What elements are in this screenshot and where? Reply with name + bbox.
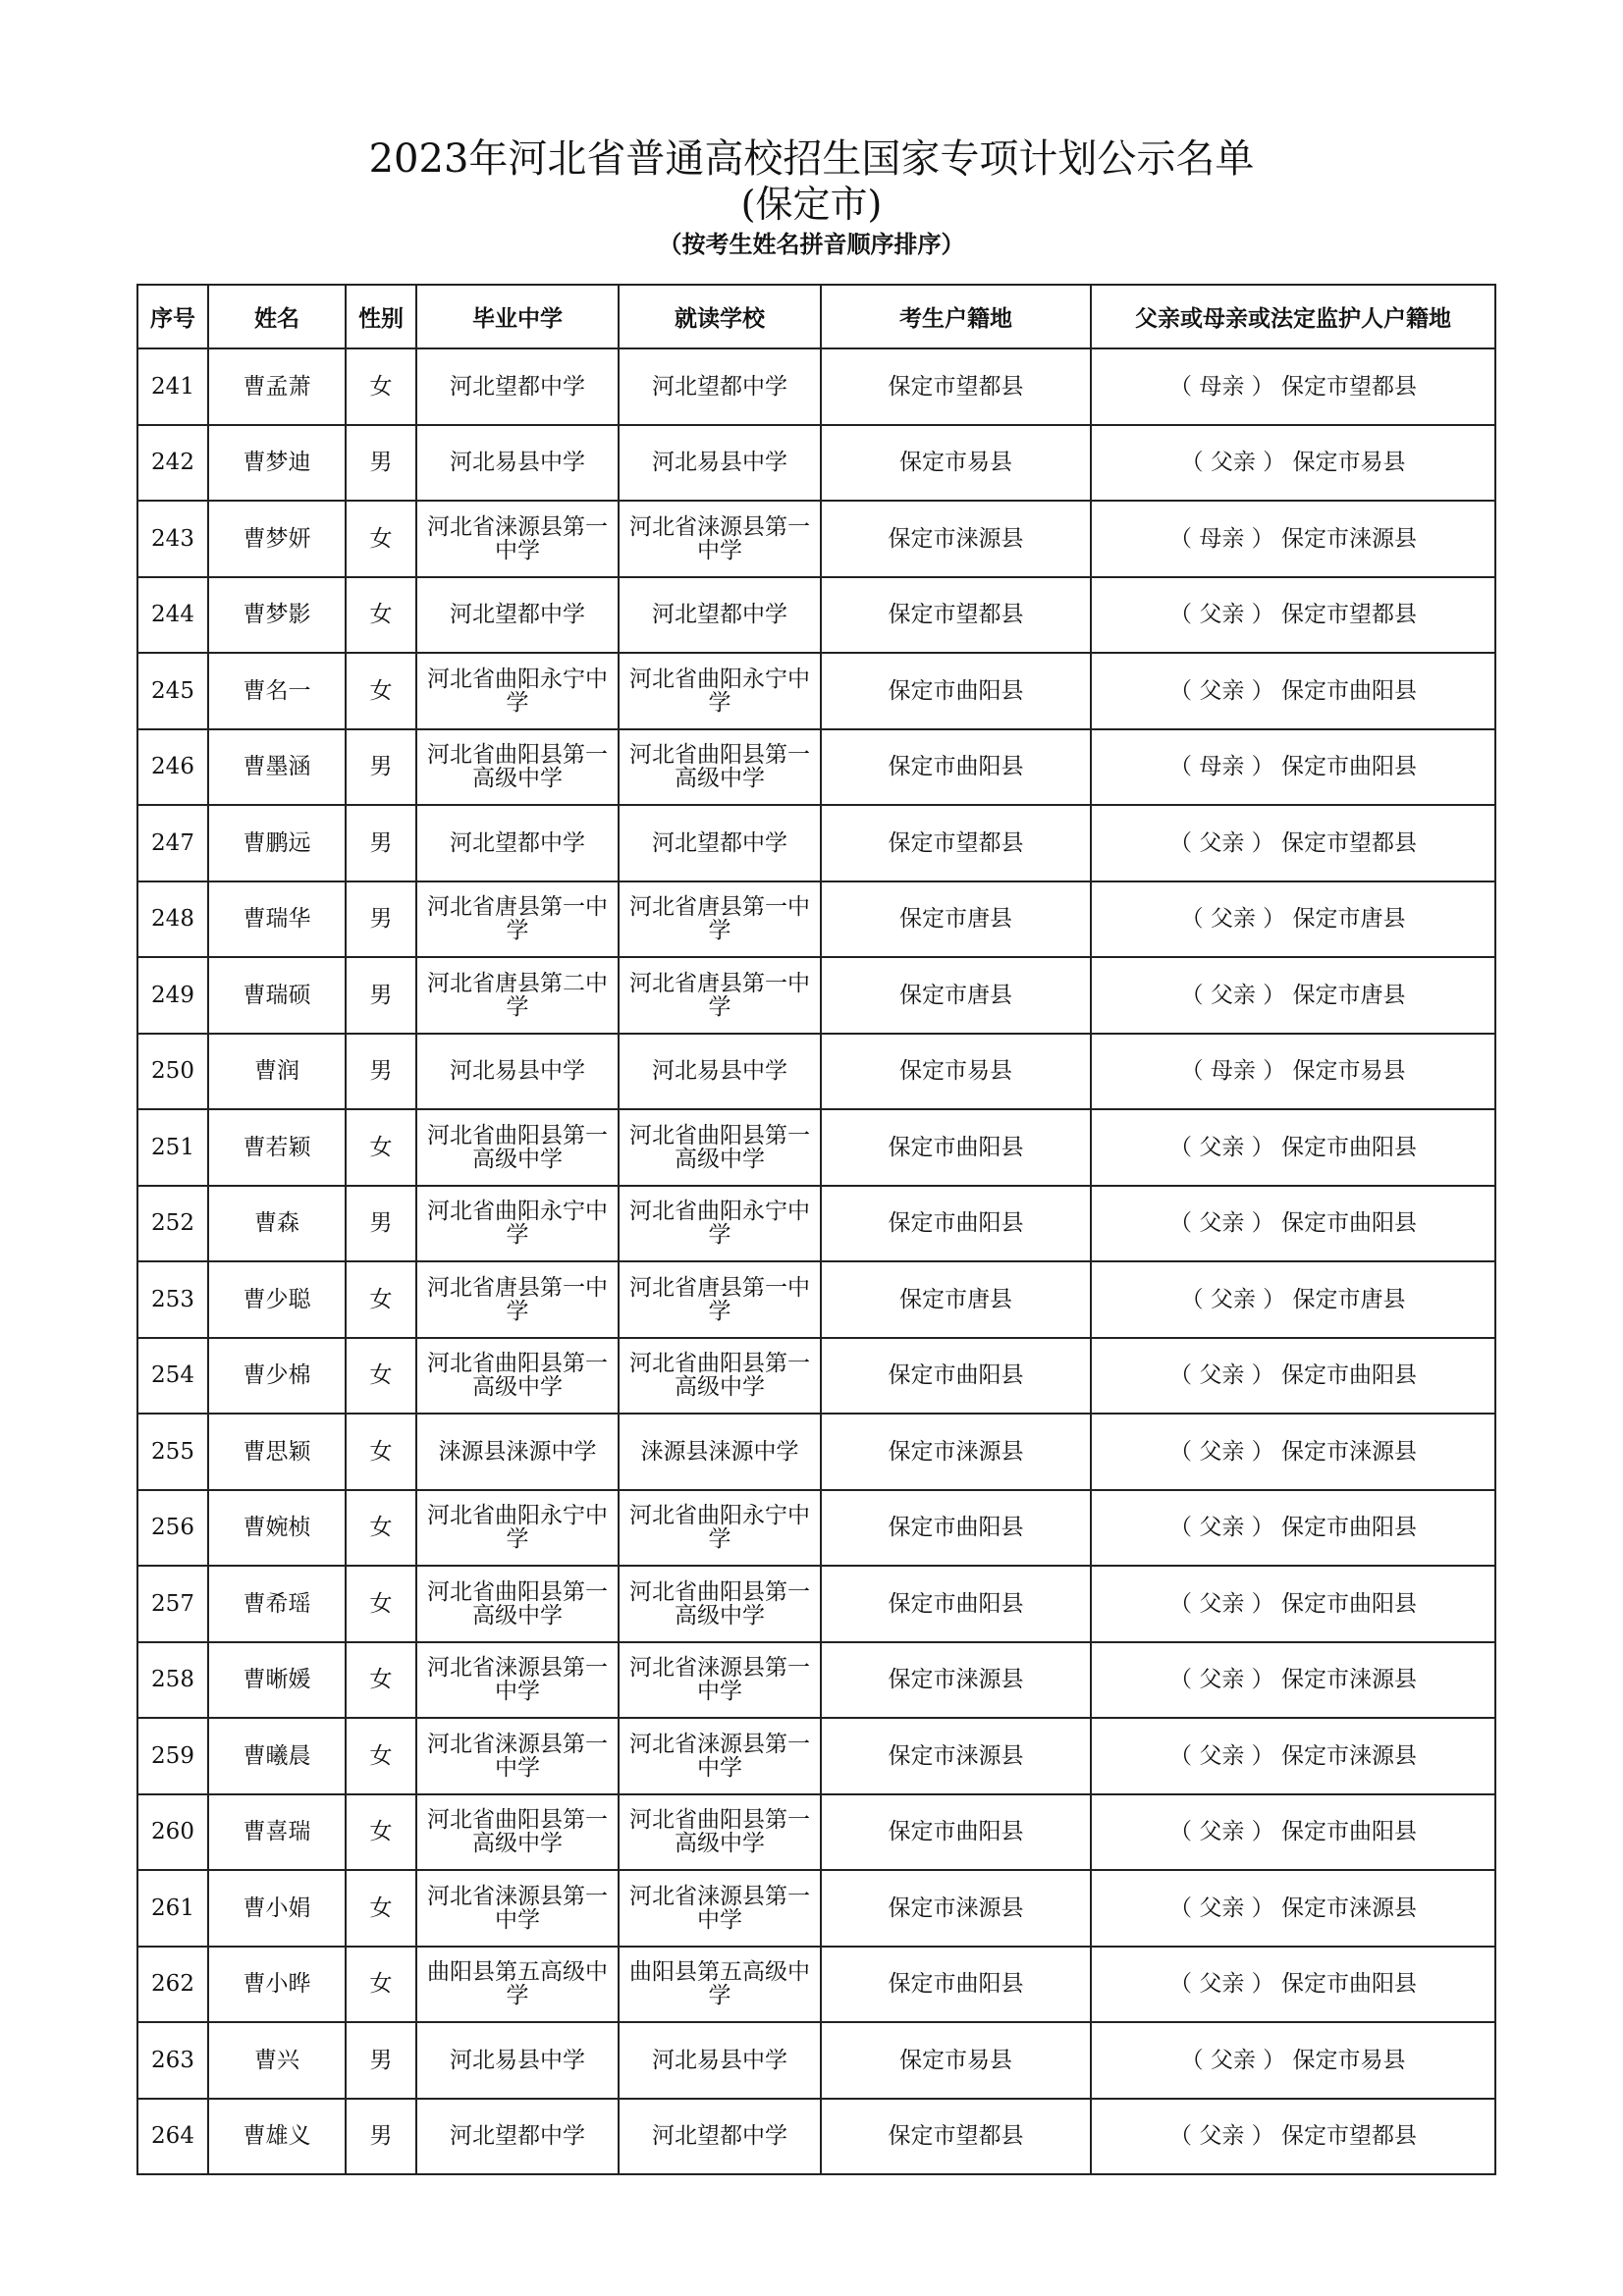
cell-graduation-school: 河北省曲阳县第一高级中学 bbox=[416, 1338, 619, 1415]
cell-guardian-residence: （ 父亲 ） 保定市涞源县 bbox=[1091, 1642, 1495, 1719]
cell-gender: 男 bbox=[346, 805, 416, 881]
cell-current-school: 河北省曲阳永宁中学 bbox=[619, 1490, 821, 1567]
cell-current-school: 河北省曲阳县第一高级中学 bbox=[619, 1794, 821, 1871]
header-seq: 序号 bbox=[137, 285, 208, 348]
cell-name: 曹瑞华 bbox=[208, 881, 346, 958]
cell-current-school: 河北望都中学 bbox=[619, 577, 821, 654]
cell-student-residence: 保定市曲阳县 bbox=[821, 1490, 1091, 1567]
cell-student-residence: 保定市曲阳县 bbox=[821, 1794, 1091, 1871]
cell-current-school: 河北易县中学 bbox=[619, 425, 821, 502]
cell-gender: 男 bbox=[346, 1186, 416, 1262]
cell-graduation-school: 河北省涞源县第一中学 bbox=[416, 1870, 619, 1947]
cell-guardian-residence: （ 母亲 ） 保定市曲阳县 bbox=[1091, 729, 1495, 806]
cell-student-residence: 保定市望都县 bbox=[821, 348, 1091, 425]
table-row bbox=[137, 1642, 1495, 1719]
cell-student-residence: 保定市曲阳县 bbox=[821, 1947, 1091, 2023]
table-row bbox=[137, 577, 1495, 654]
cell-guardian-residence: （ 父亲 ） 保定市唐县 bbox=[1091, 1261, 1495, 1338]
header-guardian-residence: 父亲或母亲或法定监护人户籍地 bbox=[1091, 285, 1495, 348]
cell-seq: 257 bbox=[137, 1566, 208, 1642]
cell-name: 曹瑞硕 bbox=[208, 957, 346, 1034]
cell-gender: 女 bbox=[346, 1261, 416, 1338]
cell-guardian-residence: （ 母亲 ） 保定市望都县 bbox=[1091, 348, 1495, 425]
cell-student-residence: 保定市望都县 bbox=[821, 2099, 1091, 2175]
table-row bbox=[137, 1490, 1495, 1567]
cell-gender: 女 bbox=[346, 1870, 416, 1947]
cell-name: 曹希瑶 bbox=[208, 1566, 346, 1642]
table-header-row bbox=[137, 285, 1495, 348]
cell-current-school: 河北省曲阳县第一高级中学 bbox=[619, 1338, 821, 1415]
cell-graduation-school: 河北省曲阳永宁中学 bbox=[416, 653, 619, 729]
cell-name: 曹小娟 bbox=[208, 1870, 346, 1947]
cell-current-school: 河北省曲阳县第一高级中学 bbox=[619, 1566, 821, 1642]
cell-seq: 253 bbox=[137, 1261, 208, 1338]
cell-current-school: 河北省唐县第一中学 bbox=[619, 957, 821, 1034]
table-row bbox=[137, 1034, 1495, 1110]
cell-name: 曹梦妍 bbox=[208, 501, 346, 577]
cell-graduation-school: 河北省曲阳县第一高级中学 bbox=[416, 1794, 619, 1871]
cell-graduation-school: 涞源县涞源中学 bbox=[416, 1414, 619, 1490]
table-row bbox=[137, 1794, 1495, 1871]
cell-guardian-residence: （ 父亲 ） 保定市曲阳县 bbox=[1091, 1794, 1495, 1871]
cell-name: 曹雄义 bbox=[208, 2099, 346, 2175]
cell-current-school: 河北省曲阳县第一高级中学 bbox=[619, 1109, 821, 1186]
cell-seq: 244 bbox=[137, 577, 208, 654]
cell-gender: 女 bbox=[346, 348, 416, 425]
table-row bbox=[137, 2099, 1495, 2175]
cell-graduation-school: 河北望都中学 bbox=[416, 577, 619, 654]
cell-guardian-residence: （ 父亲 ） 保定市曲阳县 bbox=[1091, 653, 1495, 729]
cell-graduation-school: 河北省唐县第一中学 bbox=[416, 881, 619, 958]
cell-guardian-residence: （ 父亲 ） 保定市望都县 bbox=[1091, 805, 1495, 881]
cell-name: 曹墨涵 bbox=[208, 729, 346, 806]
cell-current-school: 河北省曲阳县第一高级中学 bbox=[619, 729, 821, 806]
table-row bbox=[137, 1870, 1495, 1947]
cell-graduation-school: 河北省曲阳县第一高级中学 bbox=[416, 1566, 619, 1642]
cell-student-residence: 保定市涞源县 bbox=[821, 1414, 1091, 1490]
table-row bbox=[137, 881, 1495, 958]
cell-seq: 246 bbox=[137, 729, 208, 806]
cell-name: 曹鹏远 bbox=[208, 805, 346, 881]
cell-seq: 249 bbox=[137, 957, 208, 1034]
header-gender: 性别 bbox=[346, 285, 416, 348]
cell-guardian-residence: （ 父亲 ） 保定市曲阳县 bbox=[1091, 1947, 1495, 2023]
cell-name: 曹名一 bbox=[208, 653, 346, 729]
cell-gender: 男 bbox=[346, 2099, 416, 2175]
header-current-school: 就读学校 bbox=[619, 285, 821, 348]
cell-gender: 女 bbox=[346, 577, 416, 654]
cell-name: 曹婉桢 bbox=[208, 1490, 346, 1567]
cell-student-residence: 保定市涞源县 bbox=[821, 1870, 1091, 1947]
cell-guardian-residence: （ 父亲 ） 保定市涞源县 bbox=[1091, 1414, 1495, 1490]
table-row bbox=[137, 425, 1495, 502]
cell-name: 曹喜瑞 bbox=[208, 1794, 346, 1871]
cell-current-school: 河北望都中学 bbox=[619, 348, 821, 425]
table-row bbox=[137, 1338, 1495, 1415]
cell-name: 曹少聪 bbox=[208, 1261, 346, 1338]
cell-name: 曹思颖 bbox=[208, 1414, 346, 1490]
table-row bbox=[137, 1566, 1495, 1642]
table-row bbox=[137, 1947, 1495, 2023]
cell-name: 曹曦晨 bbox=[208, 1718, 346, 1794]
cell-student-residence: 保定市涞源县 bbox=[821, 1718, 1091, 1794]
cell-name: 曹梦迪 bbox=[208, 425, 346, 502]
cell-seq: 255 bbox=[137, 1414, 208, 1490]
cell-student-residence: 保定市涞源县 bbox=[821, 1642, 1091, 1719]
header-name: 姓名 bbox=[208, 285, 346, 348]
cell-graduation-school: 河北易县中学 bbox=[416, 1034, 619, 1110]
cell-graduation-school: 河北省曲阳县第一高级中学 bbox=[416, 1109, 619, 1186]
cell-student-residence: 保定市曲阳县 bbox=[821, 1109, 1091, 1186]
cell-student-residence: 保定市曲阳县 bbox=[821, 729, 1091, 806]
cell-seq: 260 bbox=[137, 1794, 208, 1871]
cell-name: 曹晰媛 bbox=[208, 1642, 346, 1719]
roster-table bbox=[136, 284, 1496, 2175]
cell-seq: 242 bbox=[137, 425, 208, 502]
cell-gender: 女 bbox=[346, 1566, 416, 1642]
cell-guardian-residence: （ 父亲 ） 保定市唐县 bbox=[1091, 957, 1495, 1034]
cell-student-residence: 保定市曲阳县 bbox=[821, 1338, 1091, 1415]
cell-current-school: 涞源县涞源中学 bbox=[619, 1414, 821, 1490]
table-row bbox=[137, 957, 1495, 1034]
cell-guardian-residence: （ 母亲 ） 保定市涞源县 bbox=[1091, 501, 1495, 577]
cell-current-school: 河北易县中学 bbox=[619, 2022, 821, 2099]
cell-current-school: 河北省唐县第一中学 bbox=[619, 881, 821, 958]
cell-student-residence: 保定市唐县 bbox=[821, 957, 1091, 1034]
cell-student-residence: 保定市涞源县 bbox=[821, 501, 1091, 577]
cell-name: 曹孟萧 bbox=[208, 348, 346, 425]
cell-student-residence: 保定市唐县 bbox=[821, 881, 1091, 958]
cell-guardian-residence: （ 父亲 ） 保定市曲阳县 bbox=[1091, 1186, 1495, 1262]
cell-gender: 男 bbox=[346, 2022, 416, 2099]
cell-graduation-school: 河北省涞源县第一中学 bbox=[416, 1718, 619, 1794]
cell-student-residence: 保定市易县 bbox=[821, 2022, 1091, 2099]
cell-name: 曹小晔 bbox=[208, 1947, 346, 2023]
cell-gender: 男 bbox=[346, 881, 416, 958]
cell-gender: 男 bbox=[346, 729, 416, 806]
cell-guardian-residence: （ 父亲 ） 保定市曲阳县 bbox=[1091, 1338, 1495, 1415]
cell-seq: 243 bbox=[137, 501, 208, 577]
cell-student-residence: 保定市曲阳县 bbox=[821, 653, 1091, 729]
cell-seq: 256 bbox=[137, 1490, 208, 1567]
cell-name: 曹兴 bbox=[208, 2022, 346, 2099]
cell-guardian-residence: （ 父亲 ） 保定市曲阳县 bbox=[1091, 1566, 1495, 1642]
cell-guardian-residence: （ 父亲 ） 保定市望都县 bbox=[1091, 2099, 1495, 2175]
cell-gender: 女 bbox=[346, 1947, 416, 2023]
document-sort-note: （按考生姓名拼音顺序排序） bbox=[658, 231, 965, 258]
cell-student-residence: 保定市易县 bbox=[821, 425, 1091, 502]
header-student-residence: 考生户籍地 bbox=[821, 285, 1091, 348]
cell-guardian-residence: （ 父亲 ） 保定市涞源县 bbox=[1091, 1718, 1495, 1794]
cell-current-school: 河北省涞源县第一中学 bbox=[619, 1642, 821, 1719]
cell-graduation-school: 河北望都中学 bbox=[416, 2099, 619, 2175]
table-row bbox=[137, 1186, 1495, 1262]
cell-graduation-school: 河北省曲阳永宁中学 bbox=[416, 1490, 619, 1567]
table-row bbox=[137, 729, 1495, 806]
cell-seq: 247 bbox=[137, 805, 208, 881]
cell-current-school: 河北省唐县第一中学 bbox=[619, 1261, 821, 1338]
cell-student-residence: 保定市望都县 bbox=[821, 805, 1091, 881]
cell-seq: 252 bbox=[137, 1186, 208, 1262]
cell-seq: 258 bbox=[137, 1642, 208, 1719]
cell-seq: 250 bbox=[137, 1034, 208, 1110]
cell-guardian-residence: （ 父亲 ） 保定市涞源县 bbox=[1091, 1870, 1495, 1947]
cell-student-residence: 保定市易县 bbox=[821, 1034, 1091, 1110]
cell-seq: 245 bbox=[137, 653, 208, 729]
cell-gender: 女 bbox=[346, 1109, 416, 1186]
cell-guardian-residence: （ 父亲 ） 保定市望都县 bbox=[1091, 577, 1495, 654]
document-title: 2023年河北省普通高校招生国家专项计划公示名单 bbox=[368, 136, 1255, 182]
cell-seq: 261 bbox=[137, 1870, 208, 1947]
cell-name: 曹润 bbox=[208, 1034, 346, 1110]
cell-guardian-residence: （ 父亲 ） 保定市易县 bbox=[1091, 425, 1495, 502]
table-row bbox=[137, 1414, 1495, 1490]
cell-current-school: 河北省涞源县第一中学 bbox=[619, 1718, 821, 1794]
cell-gender: 女 bbox=[346, 1794, 416, 1871]
cell-gender: 女 bbox=[346, 653, 416, 729]
cell-current-school: 曲阳县第五高级中学 bbox=[619, 1947, 821, 2023]
cell-seq: 262 bbox=[137, 1947, 208, 2023]
cell-seq: 263 bbox=[137, 2022, 208, 2099]
cell-graduation-school: 河北省涞源县第一中学 bbox=[416, 1642, 619, 1719]
cell-guardian-residence: （ 父亲 ） 保定市唐县 bbox=[1091, 881, 1495, 958]
cell-graduation-school: 河北省曲阳县第一高级中学 bbox=[416, 729, 619, 806]
cell-graduation-school: 河北望都中学 bbox=[416, 805, 619, 881]
cell-gender: 男 bbox=[346, 425, 416, 502]
cell-current-school: 河北易县中学 bbox=[619, 1034, 821, 1110]
cell-current-school: 河北省曲阳永宁中学 bbox=[619, 653, 821, 729]
table-row bbox=[137, 2022, 1495, 2099]
cell-seq: 259 bbox=[137, 1718, 208, 1794]
cell-graduation-school: 河北省曲阳永宁中学 bbox=[416, 1186, 619, 1262]
header-graduation-school: 毕业中学 bbox=[416, 285, 619, 348]
table-row bbox=[137, 805, 1495, 881]
cell-gender: 女 bbox=[346, 1414, 416, 1490]
cell-gender: 女 bbox=[346, 1718, 416, 1794]
cell-gender: 女 bbox=[346, 1490, 416, 1567]
cell-graduation-school: 河北易县中学 bbox=[416, 425, 619, 502]
cell-graduation-school: 曲阳县第五高级中学 bbox=[416, 1947, 619, 2023]
table-row bbox=[137, 501, 1495, 577]
cell-name: 曹梦影 bbox=[208, 577, 346, 654]
cell-current-school: 河北省涞源县第一中学 bbox=[619, 1870, 821, 1947]
document-subtitle-city: (保定市) bbox=[740, 183, 883, 226]
cell-guardian-residence: （ 父亲 ） 保定市曲阳县 bbox=[1091, 1109, 1495, 1186]
cell-graduation-school: 河北望都中学 bbox=[416, 348, 619, 425]
cell-graduation-school: 河北易县中学 bbox=[416, 2022, 619, 2099]
cell-seq: 264 bbox=[137, 2099, 208, 2175]
cell-seq: 251 bbox=[137, 1109, 208, 1186]
cell-name: 曹若颖 bbox=[208, 1109, 346, 1186]
cell-name: 曹少棉 bbox=[208, 1338, 346, 1415]
table-row bbox=[137, 653, 1495, 729]
cell-current-school: 河北省曲阳永宁中学 bbox=[619, 1186, 821, 1262]
cell-gender: 女 bbox=[346, 501, 416, 577]
cell-seq: 254 bbox=[137, 1338, 208, 1415]
cell-graduation-school: 河北省涞源县第一中学 bbox=[416, 501, 619, 577]
cell-name: 曹森 bbox=[208, 1186, 346, 1262]
cell-graduation-school: 河北省唐县第一中学 bbox=[416, 1261, 619, 1338]
cell-student-residence: 保定市望都县 bbox=[821, 577, 1091, 654]
cell-seq: 241 bbox=[137, 348, 208, 425]
cell-current-school: 河北省涞源县第一中学 bbox=[619, 501, 821, 577]
table-row bbox=[137, 1718, 1495, 1794]
cell-graduation-school: 河北省唐县第二中学 bbox=[416, 957, 619, 1034]
table-row bbox=[137, 1261, 1495, 1338]
table-row bbox=[137, 1109, 1495, 1186]
cell-current-school: 河北望都中学 bbox=[619, 805, 821, 881]
cell-current-school: 河北望都中学 bbox=[619, 2099, 821, 2175]
table-row bbox=[137, 348, 1495, 425]
cell-student-residence: 保定市唐县 bbox=[821, 1261, 1091, 1338]
cell-student-residence: 保定市曲阳县 bbox=[821, 1186, 1091, 1262]
cell-guardian-residence: （ 父亲 ） 保定市易县 bbox=[1091, 2022, 1495, 2099]
cell-seq: 248 bbox=[137, 881, 208, 958]
cell-gender: 女 bbox=[346, 1338, 416, 1415]
cell-guardian-residence: （ 母亲 ） 保定市易县 bbox=[1091, 1034, 1495, 1110]
cell-guardian-residence: （ 父亲 ） 保定市曲阳县 bbox=[1091, 1490, 1495, 1567]
cell-student-residence: 保定市曲阳县 bbox=[821, 1566, 1091, 1642]
cell-gender: 女 bbox=[346, 1642, 416, 1719]
cell-gender: 男 bbox=[346, 1034, 416, 1110]
cell-gender: 男 bbox=[346, 957, 416, 1034]
